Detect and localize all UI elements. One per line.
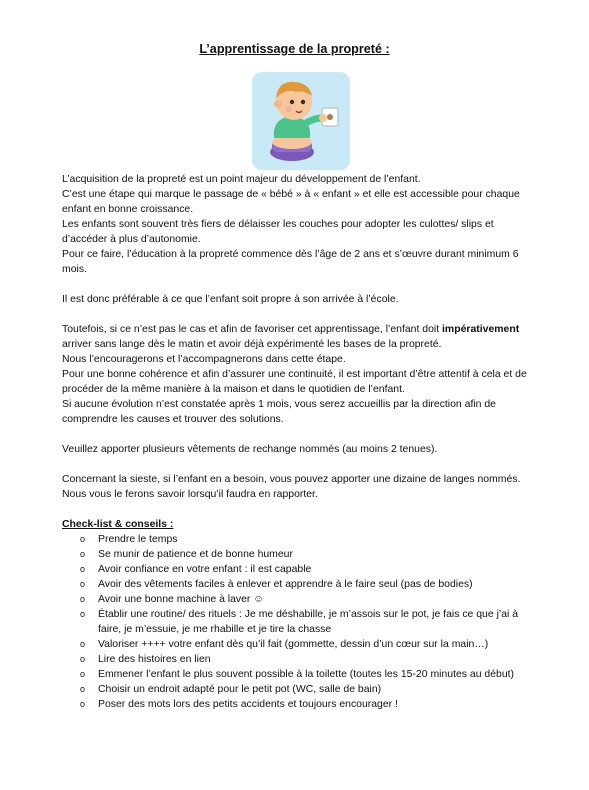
document-title: L’apprentissage de la propreté : bbox=[199, 42, 390, 56]
checklist-item bbox=[62, 637, 532, 652]
paragraph: Pour ce faire, l’éducation à la propreté commence dès l’âge de 2 ans et s’œuvre durant minimum 6 mois. bbox=[62, 249, 519, 275]
checklist-item bbox=[62, 652, 532, 667]
paragraph: Il est donc préférable à ce que l’enfant soit propre à son arrivée à l’école. bbox=[62, 294, 399, 305]
bullet-icon: o bbox=[80, 564, 86, 574]
checklist-item bbox=[62, 682, 532, 697]
document-body bbox=[62, 172, 532, 712]
checklist-item bbox=[62, 697, 532, 712]
bold-word: impérativement bbox=[442, 324, 520, 335]
checklist-item-text: Prendre le temps bbox=[98, 534, 178, 545]
checklist-item bbox=[62, 532, 532, 547]
checklist-item-text: Lire des histoires en lien bbox=[98, 654, 211, 665]
paragraph bbox=[62, 322, 532, 352]
checklist-item bbox=[62, 547, 532, 562]
checklist-item bbox=[62, 667, 532, 682]
paragraph: Les enfants sont souvent très fiers de délaisser les couches pour adopter les culottes/ slips et d’accéder à plus d’autonomie. bbox=[62, 219, 494, 245]
bullet-icon: o bbox=[80, 534, 86, 544]
checklist-title: Check-list & conseils : bbox=[62, 519, 174, 530]
bullet-icon: o bbox=[80, 609, 86, 619]
checklist-item-text: Avoir des vêtements faciles à enlever et apprendre à le faire seul (pas de bodies) bbox=[98, 579, 473, 590]
child-on-potty-illustration bbox=[252, 72, 350, 170]
bullet-icon: o bbox=[80, 579, 86, 589]
paragraph: Concernant la sieste, si l’enfant en a besoin, vous pouvez apporter une dizaine de langes nommés. Nous vous le ferons savoir lorsqu’il faudra en rapporter. bbox=[62, 474, 521, 500]
paragraph: L’acquisition de la propreté est un point majeur du développement de l’enfant. bbox=[62, 174, 421, 185]
checklist-item bbox=[62, 607, 532, 637]
checklist-item-text: Valoriser ++++ votre enfant dès qu’il fait (gommette, dessin d’un cœur sur la main…) bbox=[98, 639, 489, 650]
paragraph: Si aucune évolution n’est constatée après 1 mois, vous serez accueillis par la direction afin de comprendre les causes et trouver des solutions. bbox=[62, 399, 496, 425]
checklist bbox=[62, 532, 532, 712]
paragraph: Veuillez apporter plusieurs vêtements de rechange nommés (au moins 2 tenues). bbox=[62, 444, 438, 455]
bullet-icon: o bbox=[80, 669, 86, 679]
checklist-item-text: Établir une routine/ des rituels : Je me déshabille, je m’assois sur le pot, je fais ce que j’ai à faire, je m’essuie, je me rhabille et je tire la chasse bbox=[98, 609, 519, 635]
checklist-item bbox=[62, 562, 532, 577]
text-span: Toutefois, si ce n’est pas le cas et afin de favoriser cet apprentissage, l’enfant doit bbox=[62, 324, 440, 335]
checklist-item-text: Poser des mots lors des petits accidents et toujours encourager ! bbox=[98, 699, 398, 710]
bullet-icon: o bbox=[80, 654, 86, 664]
bullet-icon: o bbox=[80, 699, 86, 709]
checklist-item bbox=[62, 592, 532, 607]
bullet-icon: o bbox=[80, 594, 86, 604]
bullet-icon: o bbox=[80, 684, 86, 694]
checklist-item-text: Se munir de patience et de bonne humeur bbox=[98, 549, 293, 560]
bullet-icon: o bbox=[80, 549, 86, 559]
paragraph: Nous l’encouragerons et l’accompagnerons dans cette étape. bbox=[62, 354, 346, 365]
text-span: arriver sans lange dès le matin et avoir déjà expérimenté les bases de la propreté. bbox=[62, 339, 442, 350]
paragraph: Pour une bonne cohérence et afin d’assurer une continuité, il est important d’être attentif à cela et de procéder de la même manière à la maison et dans le quotidien de l’enfant. bbox=[62, 369, 527, 395]
checklist-item bbox=[62, 577, 532, 592]
checklist-item-text: Avoir une bonne machine à laver ☺ bbox=[98, 594, 264, 605]
bullet-icon: o bbox=[80, 639, 86, 649]
checklist-item-text: Avoir confiance en votre enfant : il est capable bbox=[98, 564, 312, 575]
checklist-item-text: Choisir un endroit adapté pour le petit pot (WC, salle de bain) bbox=[98, 684, 382, 695]
checklist-item-text: Emmener l’enfant le plus souvent possible à la toilette (toutes les 15-20 minutes au début) bbox=[98, 669, 514, 680]
paragraph: C’est une étape qui marque le passage de « bébé » à « enfant » et elle est accessible pour chaque enfant en bonne croissance. bbox=[62, 189, 520, 215]
